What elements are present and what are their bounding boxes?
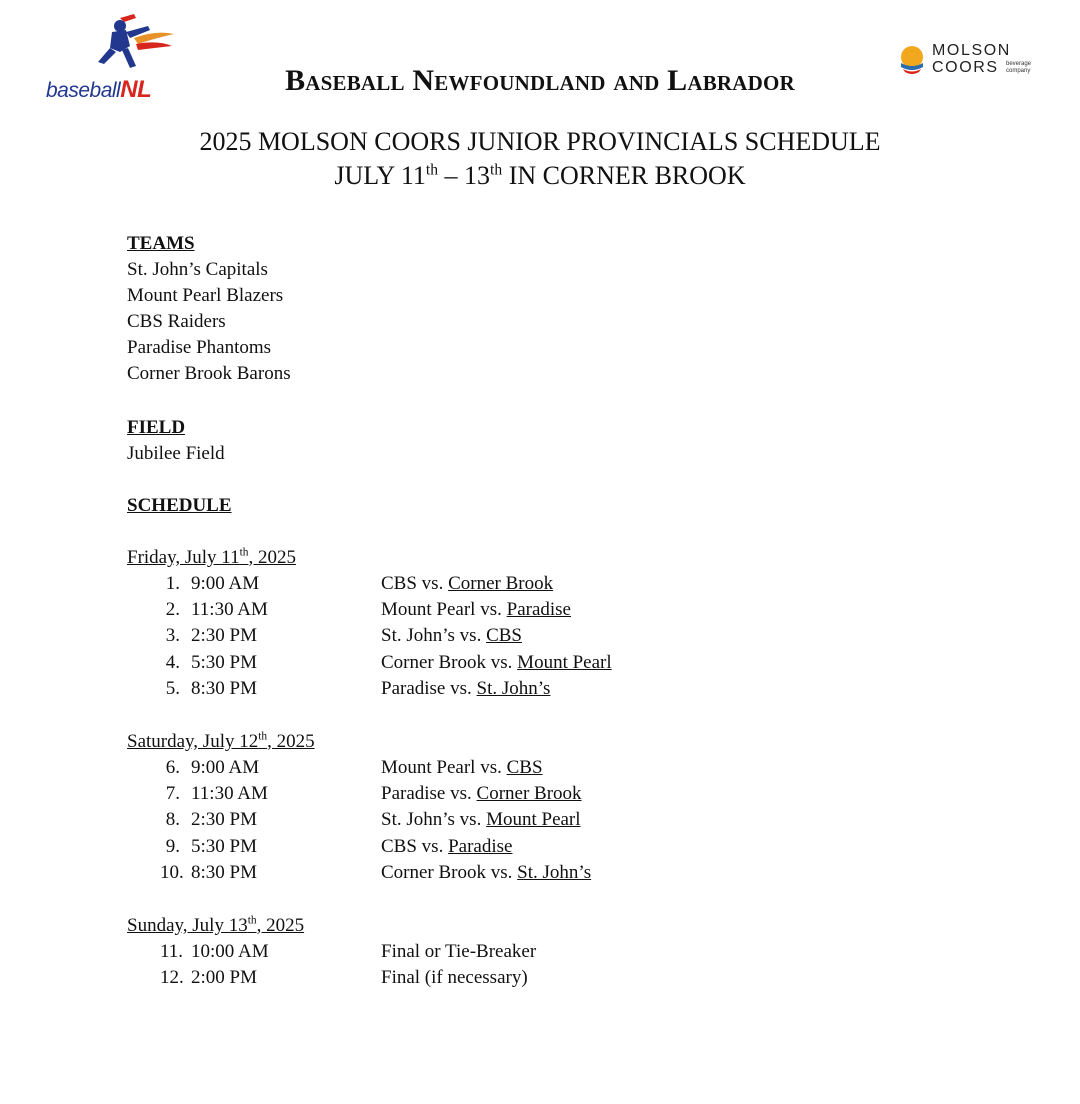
game-row bbox=[127, 939, 927, 965]
game-row bbox=[127, 623, 927, 649]
game-time: 8:30 PM bbox=[191, 677, 257, 699]
game-matchup: Final (if necessary) bbox=[381, 967, 528, 989]
game-row bbox=[127, 965, 927, 991]
game-time: 2:00 PM bbox=[191, 967, 257, 989]
molson-wordmark: MOLSON bbox=[932, 42, 1011, 59]
game-number: 6. bbox=[165, 757, 180, 778]
team-item: Corner Brook Barons bbox=[127, 363, 291, 384]
teams-heading: TEAMS bbox=[127, 233, 195, 254]
game-time: 10:00 AM bbox=[191, 941, 269, 962]
game-number: 9. bbox=[165, 835, 180, 857]
game-matchup: St. John’s vs. Mount Pearl bbox=[381, 809, 581, 831]
baseball-nl-wordmark: baseballNL bbox=[46, 76, 152, 103]
game-matchup: Paradise vs. St. John’s bbox=[381, 677, 551, 699]
game-matchup: Mount Pearl vs. Paradise bbox=[381, 599, 571, 621]
game-matchup: St. John’s vs. CBS bbox=[381, 625, 522, 647]
game-number: 12. bbox=[160, 967, 184, 989]
game-number: 3. bbox=[165, 625, 180, 647]
game-matchup: Mount Pearl vs. CBS bbox=[381, 757, 543, 778]
day-date: Saturday, July 12th, 2025 bbox=[127, 730, 315, 752]
game-number: 8. bbox=[165, 809, 180, 831]
game-row bbox=[127, 755, 927, 781]
game-row bbox=[127, 834, 927, 860]
game-time: 8:30 PM bbox=[191, 861, 257, 883]
game-row bbox=[127, 781, 927, 807]
team-item: St. John’s Capitals bbox=[127, 259, 268, 280]
game-time: 2:30 PM bbox=[191, 809, 257, 831]
game-row bbox=[127, 571, 927, 597]
day-block-sunday bbox=[127, 913, 927, 991]
game-number: 11. bbox=[160, 941, 184, 962]
molson-coors-logo bbox=[898, 42, 1048, 82]
team-item: Mount Pearl Blazers bbox=[127, 285, 284, 306]
game-time: 11:30 AM bbox=[191, 783, 268, 805]
game-matchup: Corner Brook vs. St. John’s bbox=[381, 861, 592, 883]
game-time: 5:30 PM bbox=[191, 651, 257, 673]
game-matchup: Paradise vs. Corner Brook bbox=[381, 783, 582, 805]
game-number: 10. bbox=[160, 861, 184, 883]
game-matchup: Corner Brook vs. Mount Pearl bbox=[381, 651, 612, 673]
teams-section bbox=[127, 231, 291, 387]
team-item: Paradise Phantoms bbox=[127, 337, 272, 358]
game-row bbox=[127, 597, 927, 623]
coors-wordmark: COORS bbox=[932, 59, 999, 76]
game-number: 5. bbox=[165, 677, 180, 699]
beverage-company-tag: beverage company bbox=[1006, 61, 1032, 74]
game-time: 11:30 AM bbox=[191, 599, 268, 621]
day-block-friday bbox=[127, 545, 927, 702]
game-row bbox=[127, 860, 927, 886]
game-matchup: Final or Tie-Breaker bbox=[381, 941, 537, 962]
team-item: CBS Raiders bbox=[127, 311, 226, 332]
game-row bbox=[127, 807, 927, 833]
schedule-subtitle: JULY 11th – 13th IN CORNER BROOK bbox=[334, 161, 746, 190]
game-time: 9:00 AM bbox=[191, 757, 260, 778]
field-section bbox=[127, 415, 225, 467]
field-heading: FIELD bbox=[127, 417, 186, 438]
game-matchup: CBS vs. Corner Brook bbox=[381, 573, 554, 594]
molson-coors-sun-icon bbox=[900, 45, 926, 75]
game-number: 4. bbox=[165, 651, 180, 673]
day-date: Sunday, July 13th, 2025 bbox=[127, 914, 305, 936]
game-time: 2:30 PM bbox=[191, 625, 257, 647]
schedule-title: 2025 MOLSON COORS JUNIOR PROVINCIALS SCHEDULE bbox=[199, 127, 881, 156]
game-number: 1. bbox=[165, 573, 180, 594]
game-row bbox=[127, 676, 927, 702]
game-time: 5:30 PM bbox=[191, 835, 257, 857]
game-number: 7. bbox=[165, 783, 180, 805]
org-title: Baseball Newfoundland and Labrador bbox=[285, 64, 795, 97]
schedule-heading: SCHEDULE bbox=[127, 495, 232, 516]
game-row bbox=[127, 650, 927, 676]
game-time: 9:00 AM bbox=[191, 573, 260, 594]
game-matchup: CBS vs. Paradise bbox=[381, 835, 513, 857]
day-block-saturday bbox=[127, 729, 927, 886]
day-date: Friday, July 11th, 2025 bbox=[127, 546, 296, 568]
game-number: 2. bbox=[165, 599, 180, 621]
field-name: Jubilee Field bbox=[127, 443, 225, 464]
schedule-heading-wrap bbox=[127, 493, 232, 519]
